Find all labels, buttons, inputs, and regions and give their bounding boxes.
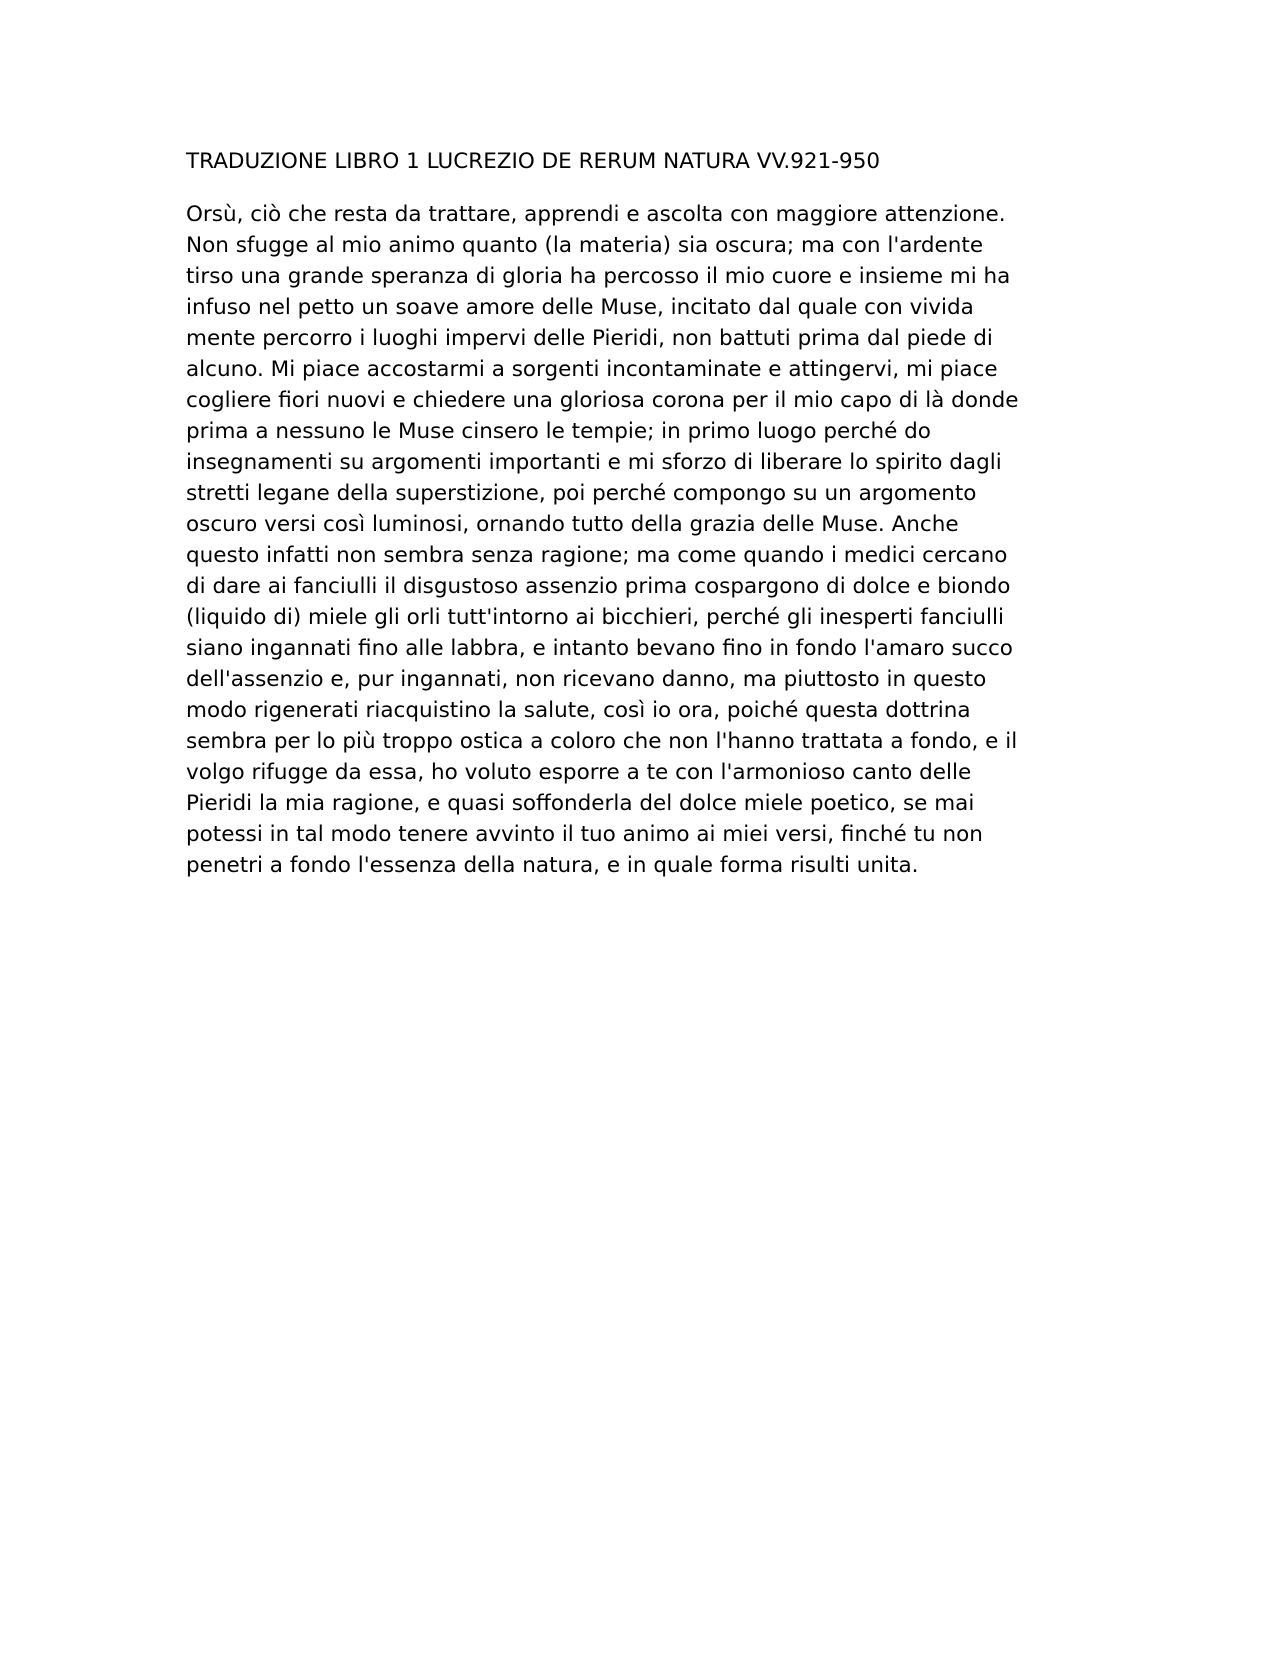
paragraph-line: cogliere fiori nuovi e chiedere una gloriosa corona per il mio capo di là donde	[186, 388, 1019, 413]
paragraph-line: Orsù, ciò che resta da trattare, apprendi e ascolta con maggiore attenzione.	[186, 202, 1006, 227]
paragraph-line: modo rigenerati riacquistino la salute, così io ora, poiché questa dottrina	[186, 698, 971, 723]
paragraph-line: volgo rifugge da essa, ho voluto esporre a te con l'armonioso canto delle	[186, 760, 972, 785]
paragraph-line: sembra per lo più troppo ostica a coloro che non l'hanno trattata a fondo, e il	[186, 729, 1018, 754]
paragraph-line: alcuno. Mi piace accostarmi a sorgenti incontaminate e attingervi, mi piace	[186, 357, 998, 382]
document-title: TRADUZIONE LIBRO 1 LUCREZIO DE RERUM NATURA VV.921-950	[186, 149, 881, 174]
paragraph-line: siano ingannati fino alle labbra, e intanto bevano fino in fondo l'amaro succo	[186, 636, 1013, 661]
paragraph-line: potessi in tal modo tenere avvinto il tuo animo ai miei versi, finché tu non	[186, 822, 983, 847]
paragraph-line: infuso nel petto un soave amore delle Muse, incitato dal quale con vivida	[186, 295, 974, 320]
paragraph-line: oscuro versi così luminosi, ornando tutto della grazia delle Muse. Anche	[186, 512, 959, 537]
paragraph-line: penetri a fondo l'essenza della natura, e in quale forma risulti unita.	[186, 853, 919, 878]
paragraph-line: dell'assenzio e, pur ingannati, non ricevano danno, ma piuttosto in questo	[186, 667, 987, 692]
paragraph-line: insegnamenti su argomenti importanti e mi sforzo di liberare lo spirito dagli	[186, 450, 1002, 475]
paragraph-line: tirso una grande speranza di gloria ha percosso il mio cuore e insieme mi ha	[186, 264, 1011, 289]
paragraph-line: Pieridi la mia ragione, e quasi soffonderla del dolce miele poetico, se mai	[186, 791, 975, 816]
paragraph-line: prima a nessuno le Muse cinsero le tempie; in primo luogo perché do	[186, 419, 931, 444]
body-paragraph	[186, 199, 1086, 881]
paragraph-line: mente percorro i luoghi impervi delle Pieridi, non battuti prima dal piede di	[186, 326, 993, 351]
paragraph-line: di dare ai fanciulli il disgustoso assenzio prima cospargono di dolce e biondo	[186, 574, 1011, 599]
paragraph-line: (liquido di) miele gli orli tutt'intorno ai bicchieri, perché gli inesperti fanciulli	[186, 605, 1004, 630]
paragraph-line: Non sfugge al mio animo quanto (la materia) sia oscura; ma con l'ardente	[186, 233, 984, 258]
paragraph-line: stretti legane della superstizione, poi perché compongo su un argomento	[186, 481, 977, 506]
paragraph-line: questo infatti non sembra senza ragione; ma come quando i medici cercano	[186, 543, 1008, 568]
